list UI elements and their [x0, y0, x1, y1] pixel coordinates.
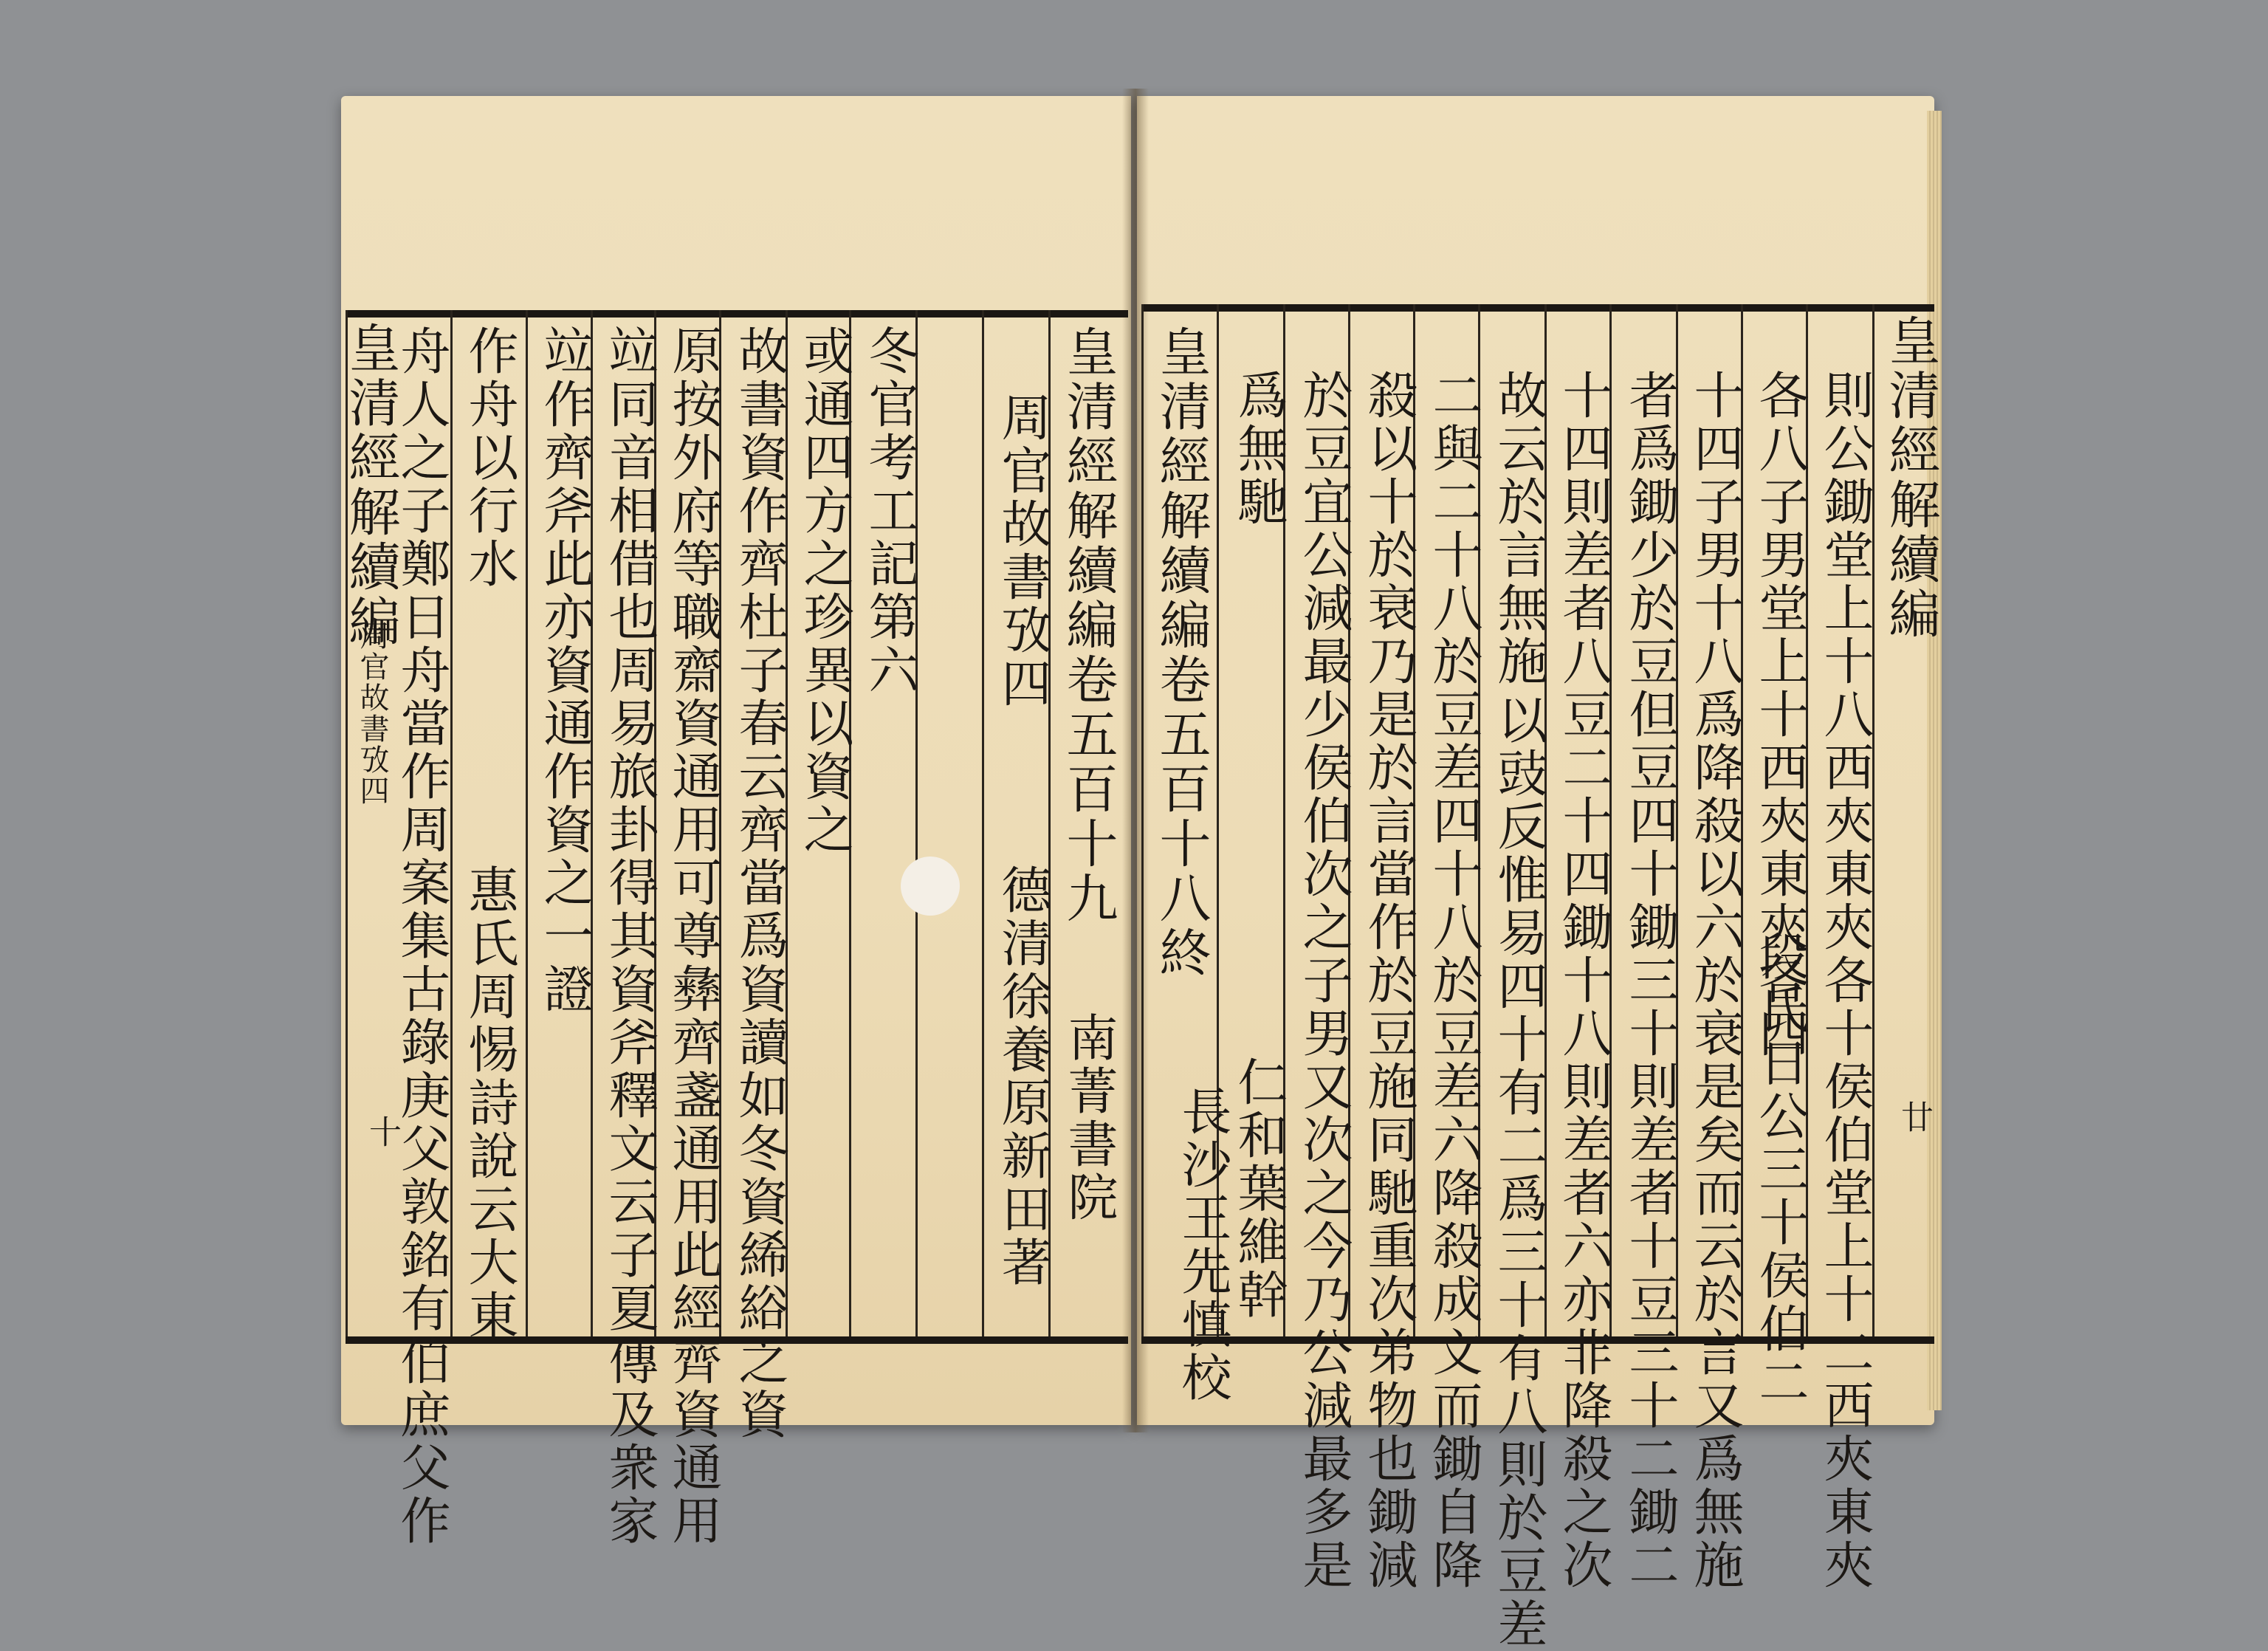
text-column: 以豉反惟易四十有二爲三十有八則於豆差	[1489, 694, 1547, 1651]
corrector-line: 長沙王先慎校	[1173, 1085, 1231, 1404]
volume-end-title: 皇清經解續編卷五百十八終	[1151, 325, 1212, 981]
left-column-rule	[526, 310, 528, 1336]
text-column: 原按外府等職齋資通用可尊彝齊盞通用此經齊資通用	[664, 325, 722, 1548]
text-column: 故書資作齊杜子春云齊當爲資讀如冬資絺綌之資	[730, 325, 788, 1441]
left-folio: 十	[363, 1115, 401, 1147]
text-column: 各八子男堂上十西夾東夾各四	[1750, 369, 1809, 1060]
text-column: 段氏日公三十侯伯二	[1750, 930, 1809, 1409]
text-column: 二與二十八於豆差四十八於豆差六降殺成文而鋤自降	[1424, 369, 1482, 1592]
author-line: 德清徐養原新田著	[993, 864, 1051, 1289]
right-column-rule	[1141, 304, 1144, 1336]
text-column: 殺以十於衰乃是於言當作於豆施同馳重次弟物也鋤減	[1359, 369, 1418, 1592]
text-column: 十四子男十八爲降殺以六於衰是矣而云於言又爲無施	[1685, 369, 1744, 1592]
corrector-line: 仁和葉維幹	[1229, 1056, 1288, 1322]
text-column: 十四則差者八豆二十四鋤十八則差者六亦非降殺之次	[1554, 369, 1612, 1592]
text-column: 舟人之子鄭日舟當作周案集古錄庚父敦銘有伯庶父作	[392, 325, 450, 1548]
left-margin-title: 皇清經解續編	[340, 321, 401, 649]
publisher-line: 南菁書院	[1059, 1012, 1118, 1224]
left-column-rule	[982, 310, 984, 1336]
right-margin-title: 皇清經解續編	[1880, 314, 1941, 642]
text-column: 於豆宜公減最少侯伯次之子男又次之今乃公減最多是	[1294, 369, 1353, 1592]
text-column: 竝同音相借也周易旅卦得其資斧釋文云子夏傳及衆家	[600, 325, 659, 1548]
text-column: 者爲鋤少於豆但豆四十鋤三十則差者十豆三十二鋤二	[1621, 369, 1679, 1592]
section-heading: 冬官考工記第六	[860, 325, 918, 697]
right-folio: 廿	[1895, 1100, 1933, 1133]
text-column: 竝作齊斧此亦資通作資之一證	[535, 325, 594, 1016]
text-column: 故云於言無施	[1489, 369, 1547, 688]
text-column: 作舟以行水	[460, 325, 518, 591]
text-column: 爲無馳	[1229, 369, 1288, 529]
text-column: 或通四方之珍異以資之	[795, 325, 853, 857]
text-column: 則公鋤堂上十八西夾東夾各十侯伯堂上十二西夾東夾	[1815, 369, 1874, 1592]
paper-hole	[901, 857, 960, 916]
chapter-title: 周官故書攷四	[993, 391, 1051, 710]
text-column: 惠氏周惕詩說云大東	[460, 864, 518, 1342]
left-column-rule	[450, 310, 453, 1336]
volume-title: 皇清經解續編卷五百十九	[1058, 325, 1118, 926]
left-margin-section: 周官故書攷四	[355, 620, 389, 806]
